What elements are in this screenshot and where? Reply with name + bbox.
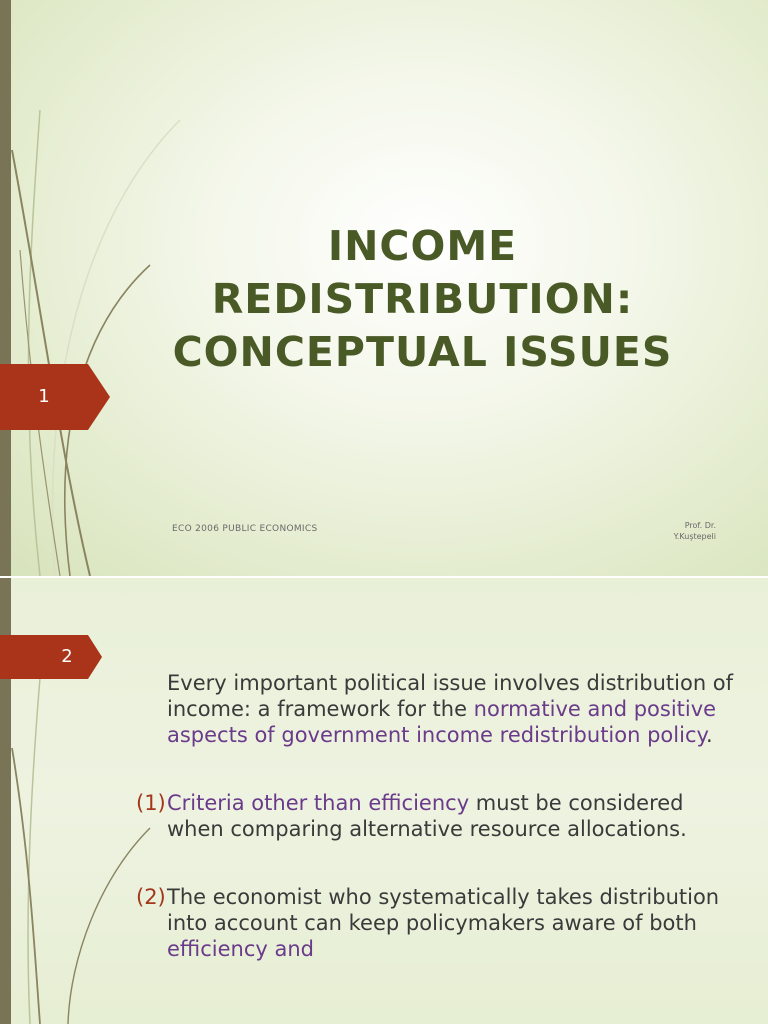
slide-title (150, 220, 695, 379)
title-line-1: INCOME (327, 222, 518, 270)
item-highlight: Criteria other than efficiency (167, 791, 470, 815)
slide-number: 2 (61, 646, 73, 667)
bullet-text-a: Every important political issue involves distribution of income: a framework for the (167, 671, 734, 721)
bullet-highlight: normative and positive aspects of government income redistribution policy (167, 697, 717, 747)
slide-2 (0, 578, 768, 1024)
slide-number-badge (0, 364, 110, 430)
author-name: Y.Kuştepeli (673, 532, 716, 541)
course-footer: ECO 2006 PUBLIC ECONOMICS (172, 524, 318, 534)
title-line-3: CONCEPTUAL ISSUES (172, 328, 673, 376)
item-number: (1) (136, 791, 166, 815)
slide-number-badge (0, 635, 110, 679)
author-title: Prof. Dr. (684, 521, 716, 530)
slide-content (136, 670, 746, 1004)
item-number: (2) (136, 885, 166, 909)
numbered-item-1 (136, 790, 746, 842)
title-line-2: REDISTRIBUTION: (211, 275, 634, 323)
numbered-item-2 (136, 884, 746, 962)
item-text: must be considered when comparing alternative resource allocations. (167, 791, 687, 841)
item-highlight: efficiency and (167, 937, 314, 961)
slide-number: 1 (38, 386, 50, 407)
bullet-point (136, 670, 746, 748)
item-text: The economist who systematically takes distribution into account can keep policymakers aware of both (167, 885, 720, 935)
author-footer (600, 520, 716, 542)
bullet-text-b: . (705, 723, 713, 747)
